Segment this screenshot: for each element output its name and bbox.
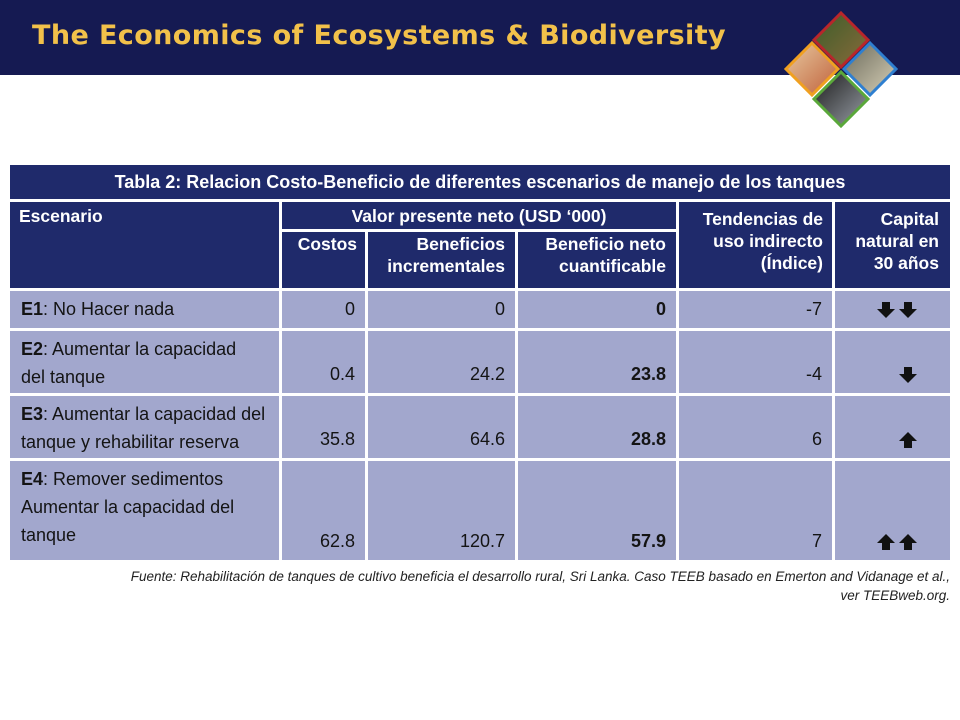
row-desc-line: [21, 335, 273, 363]
row-code: E1: [21, 299, 44, 319]
row-code: E3: [21, 404, 44, 424]
table-title: Tabla 2: Relacion Costo-Beneficio de diferentes escenarios de manejo de los tanques: [10, 165, 950, 199]
row-desc-text: : Aumentar la capacidad del: [43, 404, 266, 424]
cell-capital: [835, 396, 950, 458]
cell-costos: 0: [282, 291, 365, 328]
source-line2: ver TEEBweb.org.: [840, 588, 950, 603]
table-row-e1-label: [10, 291, 279, 328]
row-desc-line: [21, 465, 273, 493]
teeb-logo: [776, 10, 906, 140]
header-capital-line1: Capital: [880, 209, 939, 229]
header-beneficio-neto-line1: Beneficio neto: [545, 234, 666, 254]
cell-tendencias: 7: [679, 461, 832, 560]
header-beneficio-neto-line2: cuantificable: [559, 256, 666, 276]
down-arrow-icon: [899, 302, 917, 318]
page-title: The Economics of Ecosystems & Biodiversity: [32, 20, 727, 51]
row-desc-text: : Aumentar la capacidad: [43, 339, 237, 359]
header-beneficio-neto: [518, 232, 676, 288]
table-row-e4-label: [10, 461, 279, 560]
down-arrow-icon: [899, 367, 917, 383]
cell-costos: 35.8: [282, 396, 365, 458]
header-beneficios: [368, 232, 515, 288]
row-desc-text: : Remover sedimentos: [43, 469, 224, 489]
cell-beneficios: 0: [368, 291, 515, 328]
header-beneficios-line2: incrementales: [387, 256, 505, 276]
cell-costos: 62.8: [282, 461, 365, 560]
cost-benefit-table: [10, 165, 950, 560]
cell-beneficio-neto: 0: [518, 291, 676, 328]
header-tendencias-line3: (Índice): [760, 253, 823, 273]
cell-costos: 0.4: [282, 331, 365, 393]
cell-tendencias: -4: [679, 331, 832, 393]
source-note: [30, 567, 950, 605]
header-tendencias-line1: Tendencias de: [702, 209, 823, 229]
header-tendencias-line2: uso indirecto: [713, 231, 823, 251]
cell-beneficios: 24.2: [368, 331, 515, 393]
header-costos-label: Costos: [297, 234, 357, 254]
row-code: E4: [21, 469, 44, 489]
source-line1: Fuente: Rehabilitación de tanques de cultivo beneficia el desarrollo rural, Sri Lanka. Caso TEEB basado en Emerton and Vidanage et al.,: [130, 569, 950, 584]
header-beneficios-line1: Beneficios: [416, 234, 505, 254]
header-tendencias: [679, 202, 832, 288]
row-desc-line: [21, 400, 273, 428]
header-capital-line3: 30 años: [873, 253, 939, 273]
row-desc-line: del tanque: [21, 367, 106, 387]
cell-tendencias: 6: [679, 396, 832, 458]
cell-beneficios: 120.7: [368, 461, 515, 560]
cell-capital: [835, 461, 950, 560]
row-desc-line: tanque: [21, 525, 77, 545]
table-row-e2-label: [10, 331, 279, 393]
down-arrow-icon: [877, 302, 895, 318]
cell-capital: [835, 331, 950, 393]
cell-beneficio-neto: 23.8: [518, 331, 676, 393]
cell-tendencias: -7: [679, 291, 832, 328]
table-row-e3-label: [10, 396, 279, 458]
row-desc-line: : No Hacer nada: [43, 299, 175, 319]
header-escenario: Escenario: [10, 202, 279, 288]
row-code: E2: [21, 339, 44, 359]
header-capital-line2: natural en: [855, 231, 939, 251]
header-capital-natural: [835, 202, 950, 288]
up-arrow-icon: [877, 534, 895, 550]
row-desc-line: Aumentar la capacidad del: [21, 497, 235, 517]
cell-beneficio-neto: 57.9: [518, 461, 676, 560]
up-arrow-icon: [899, 432, 917, 448]
row-desc-line: tanque y rehabilitar reserva: [21, 432, 240, 452]
header-costos: [282, 232, 365, 288]
header-valor-presente-neto: Valor presente neto (USD ‘000): [282, 202, 676, 229]
cell-capital: [835, 291, 950, 328]
cell-beneficio-neto: 28.8: [518, 396, 676, 458]
up-arrow-icon: [899, 534, 917, 550]
cell-beneficios: 64.6: [368, 396, 515, 458]
